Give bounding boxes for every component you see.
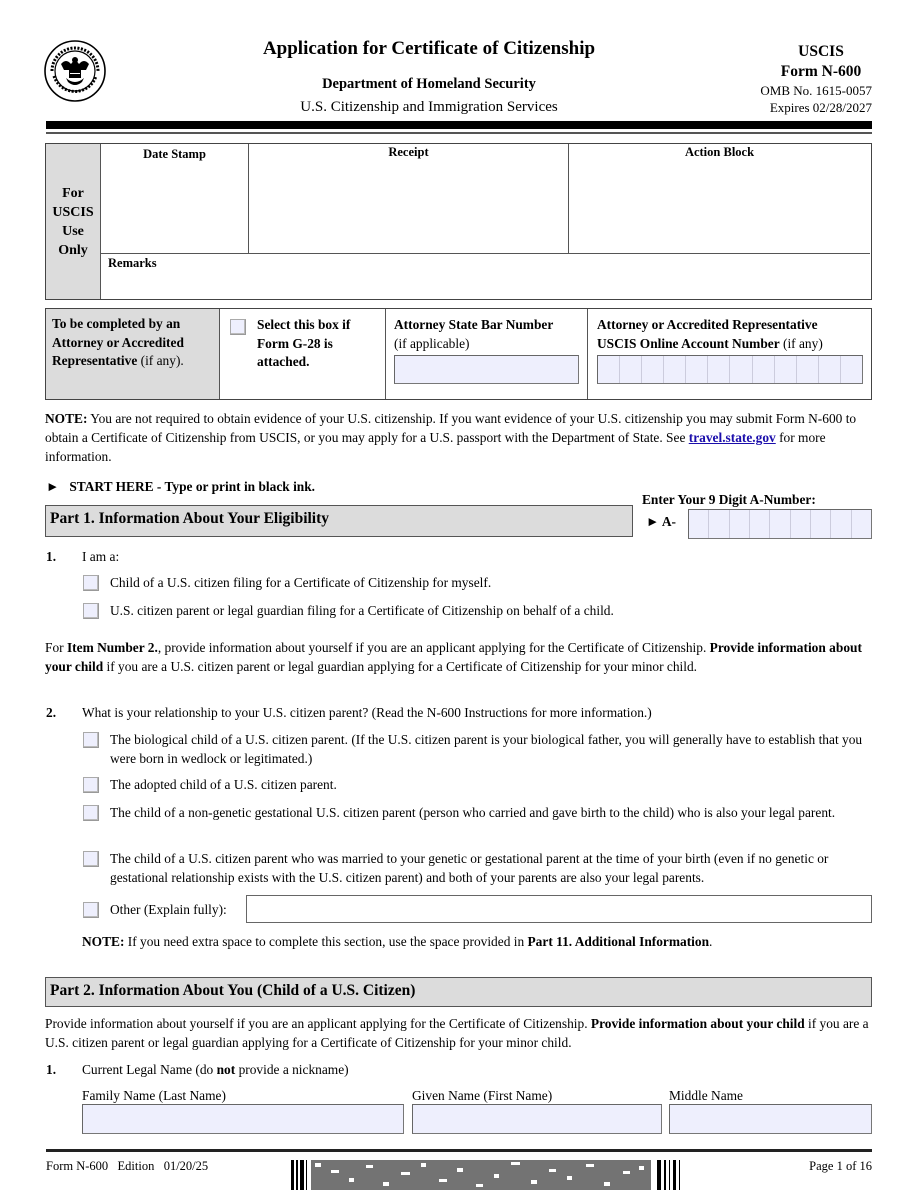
- text-bold: Provide information about your child: [45, 640, 862, 674]
- checkbox[interactable]: [83, 777, 99, 793]
- bar-number-cell: [386, 309, 588, 399]
- header-rule-thin: [46, 132, 872, 134]
- bar-number-sublabel: (if applicable): [394, 335, 470, 351]
- checkbox[interactable]: [83, 732, 99, 748]
- label-line: For: [62, 185, 84, 201]
- note-label: NOTE:: [82, 934, 125, 949]
- page-number: Page 1 of 16: [809, 1159, 872, 1173]
- middle-name-label: Middle Name: [669, 1088, 744, 1103]
- checkbox[interactable]: [83, 805, 99, 821]
- omb-number: OMB No. 1615-0057: [760, 83, 872, 98]
- department-name: Department of Homeland Security: [322, 76, 536, 92]
- option-label: Child of a U.S. citizen filing for a Certificate of Citizenship for myself.: [110, 575, 492, 590]
- form-agency: USCIS: [798, 43, 844, 60]
- online-account-cell: [588, 309, 870, 399]
- option-label: The child of a non-genetic gestational U.S. citizen parent (person who carried and gave birth to the child) who is also your legal parent.: [110, 805, 836, 820]
- part1-header: Part 1. Information About Your Eligibility: [45, 505, 633, 537]
- note-text: You are not required to obtain evidence of your U.S. citizenship. If you want evidence of your U.S. citizenship you may submit Form N-600 to obtain a Certificate of Citizenship from USCIS, or you may apply for a U.S. passport with the Department of State. See: [45, 411, 857, 445]
- part2-intro: [45, 1014, 875, 1052]
- label-line: Only: [58, 242, 88, 258]
- text-bold: Item Number 2.: [66, 640, 158, 655]
- text: provide a nickname): [235, 1062, 349, 1077]
- question-text: I am a:: [82, 549, 120, 564]
- given-name-input[interactable]: [412, 1104, 662, 1134]
- option-label: The adopted child of a U.S. citizen parent.: [110, 777, 337, 792]
- action-block-label: Action Block: [684, 145, 755, 159]
- text: if you are a U.S. citizen parent or legal guardian applying for a Certificate of Citizenship for your minor child.: [103, 659, 698, 674]
- item-2-instruction: [45, 638, 875, 676]
- pdf417-barcode-icon: [291, 1160, 695, 1190]
- receipt-label: Receipt: [388, 145, 429, 159]
- question-text: [82, 1061, 349, 1079]
- remarks-label: Remarks: [108, 256, 157, 270]
- checkbox[interactable]: [83, 603, 99, 619]
- a-number-label: Enter Your 9 Digit A-Number:: [642, 492, 816, 507]
- header-rule-thick: [46, 121, 872, 129]
- attorney-section: [45, 308, 872, 400]
- checkbox[interactable]: [83, 575, 99, 591]
- uscis-use-only-label: [46, 144, 101, 299]
- checkbox[interactable]: [83, 851, 99, 867]
- form-edition: Form N-600 Edition 01/20/25: [46, 1159, 209, 1173]
- date-stamp-cell: [101, 144, 249, 254]
- text-bold: Provide information about your child: [590, 1016, 805, 1031]
- label-line: USCIS: [52, 204, 94, 220]
- g28-checkbox[interactable]: [230, 319, 246, 335]
- start-here-label: START HERE: [69, 479, 154, 494]
- text: , provide information about yourself if you are an applicant applying for the Certificate of Citizenship.: [157, 640, 710, 655]
- question-text: What is your relationship to your U.S. citizen parent? (Read the N-600 Instructions for more information.): [82, 705, 652, 720]
- expiration-date: Expires 02/28/2027: [769, 100, 872, 115]
- text: For: [45, 640, 67, 655]
- travel-state-gov-link[interactable]: travel.state.gov: [688, 430, 776, 445]
- online-account-label-1: Attorney or Accredited Representative: [597, 317, 818, 332]
- footer-rule: [46, 1149, 872, 1152]
- part2-header: Part 2. Information About You (Child of a U.S. Citizen): [45, 977, 872, 1007]
- note-text-end: .: [709, 934, 713, 949]
- form-identifier: [722, 42, 872, 116]
- text-bold: not: [216, 1062, 236, 1077]
- option-label: The child of a U.S. citizen parent who was married to your genetic or gestational parent at the time of your birth (even if no genetic or gestational relationship exists with the U.S. citizen parent) and both of your parents are also your legal parents.: [110, 851, 829, 885]
- start-here-instruction: [46, 478, 315, 496]
- attorney-section-label: [46, 309, 220, 399]
- a-number-prefix: ► A-: [646, 514, 676, 529]
- label-line: Use: [62, 223, 84, 239]
- option-label: U.S. citizen parent or legal guardian filing for a Certificate of Citizenship on behalf of a child.: [110, 603, 614, 618]
- other-explain-input[interactable]: [246, 895, 872, 923]
- action-block-cell: [569, 144, 870, 254]
- attorney-label-normal: (if any).: [137, 353, 184, 368]
- note-text: If you need extra space to complete this section, use the space provided in: [124, 934, 528, 949]
- remarks-cell: [101, 254, 870, 298]
- text: Current Legal Name (do: [82, 1062, 217, 1077]
- online-account-label-suffix: (if any): [779, 335, 823, 351]
- item-number: 1.: [46, 1062, 57, 1077]
- agency-name: U.S. Citizenship and Immigration Services: [300, 99, 558, 115]
- option-label: The biological child of a U.S. citizen parent. (If the U.S. citizen parent is your biological father, you will generally have to establish that you were born in wedlock or legitimated.): [110, 732, 863, 766]
- uscis-use-only-block: [45, 143, 872, 300]
- arrow-right-icon: ►: [46, 479, 60, 494]
- citizenship-evidence-note: [45, 409, 875, 466]
- part1-extra-space-note: [82, 933, 872, 951]
- g28-label: Select this box if Form G-28 is attached.: [257, 317, 351, 369]
- checkbox[interactable]: [83, 902, 99, 918]
- date-stamp-label: Date Stamp: [143, 147, 206, 161]
- form-number: Form N-600: [780, 63, 862, 80]
- start-here-text: - Type or print in black ink.: [153, 479, 316, 494]
- attorney-label-bold: To be completed by an Attorney or Accredited Representative: [52, 316, 184, 368]
- online-account-label-2: USCIS Online Account Number: [597, 335, 780, 351]
- bar-number-input[interactable]: [394, 355, 579, 384]
- text: Provide information about yourself if you are an applicant applying for the Certificate of Citizenship.: [45, 1016, 591, 1031]
- dhs-seal-icon: [44, 40, 106, 102]
- family-name-label: Family Name (Last Name): [82, 1088, 226, 1103]
- receipt-cell: [249, 144, 569, 254]
- g28-cell: [220, 309, 386, 399]
- bar-number-label: Attorney State Bar Number: [394, 317, 554, 332]
- form-title: Application for Certificate of Citizenship: [262, 38, 596, 59]
- a-number-input[interactable]: [688, 509, 872, 539]
- note-text-end: for more information.: [45, 430, 826, 464]
- family-name-input[interactable]: [82, 1104, 404, 1134]
- option-label: Other (Explain fully):: [110, 902, 227, 917]
- note-label: NOTE:: [45, 411, 88, 426]
- text: if you are a U.S. citizen parent or legal guardian applying for a Certificate of Citizenship for your minor child.: [45, 1016, 869, 1050]
- note-text-bold: Part 11. Additional Information: [527, 934, 710, 949]
- item-number: 1.: [46, 549, 57, 564]
- middle-name-input[interactable]: [669, 1104, 872, 1134]
- online-account-number-input[interactable]: [597, 355, 863, 384]
- item-number: 2.: [46, 705, 57, 720]
- given-name-label: Given Name (First Name): [412, 1088, 553, 1103]
